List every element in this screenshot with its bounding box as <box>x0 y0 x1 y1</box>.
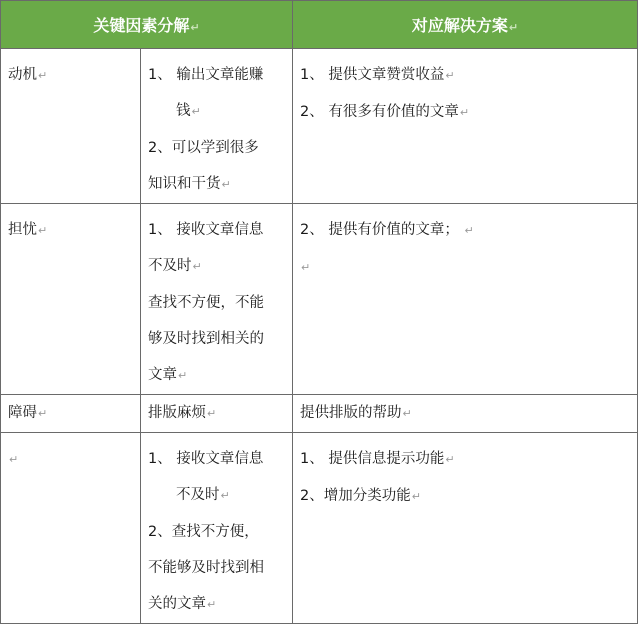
factor-cell: 担忧↵ <box>1 204 141 395</box>
solution-cell: 1、 提供信息提示功能↵ 2、增加分类功能↵ <box>293 433 638 624</box>
factor-cell: 动机↵ <box>1 49 141 204</box>
header-solution: 对应解决方案↵ <box>293 1 638 49</box>
solution-cell: 1、 提供文章赞赏收益↵ 2、 有很多有价值的文章↵ <box>293 49 638 204</box>
factor-cell: 障碍↵ <box>1 395 141 433</box>
solution-cell: 提供排版的帮助↵ <box>293 395 638 433</box>
detail-cell: 1、 接收文章信息 不及时↵ 2、查找不方便， 不能够及时找到相 关的文章↵ <box>141 433 293 624</box>
detail-cell: 排版麻烦↵ <box>141 395 293 433</box>
detail-cell: 1、 输出文章能赚 钱↵ 2、可以学到很多 知识和干货↵ <box>141 49 293 204</box>
table-row <box>1 433 638 624</box>
factor-cell: ↵ <box>1 433 141 624</box>
table-row <box>1 204 638 395</box>
header-row <box>1 1 638 49</box>
table-row <box>1 49 638 204</box>
header-factor: 关键因素分解↵ <box>1 1 293 49</box>
detail-cell: 1、 接收文章信息 不及时↵ 查找不方便，不能 够及时找到相关的 文章↵ <box>141 204 293 395</box>
table-row <box>1 395 638 433</box>
solution-cell: 2、 提供有价值的文章； ↵ ↵ <box>293 204 638 395</box>
